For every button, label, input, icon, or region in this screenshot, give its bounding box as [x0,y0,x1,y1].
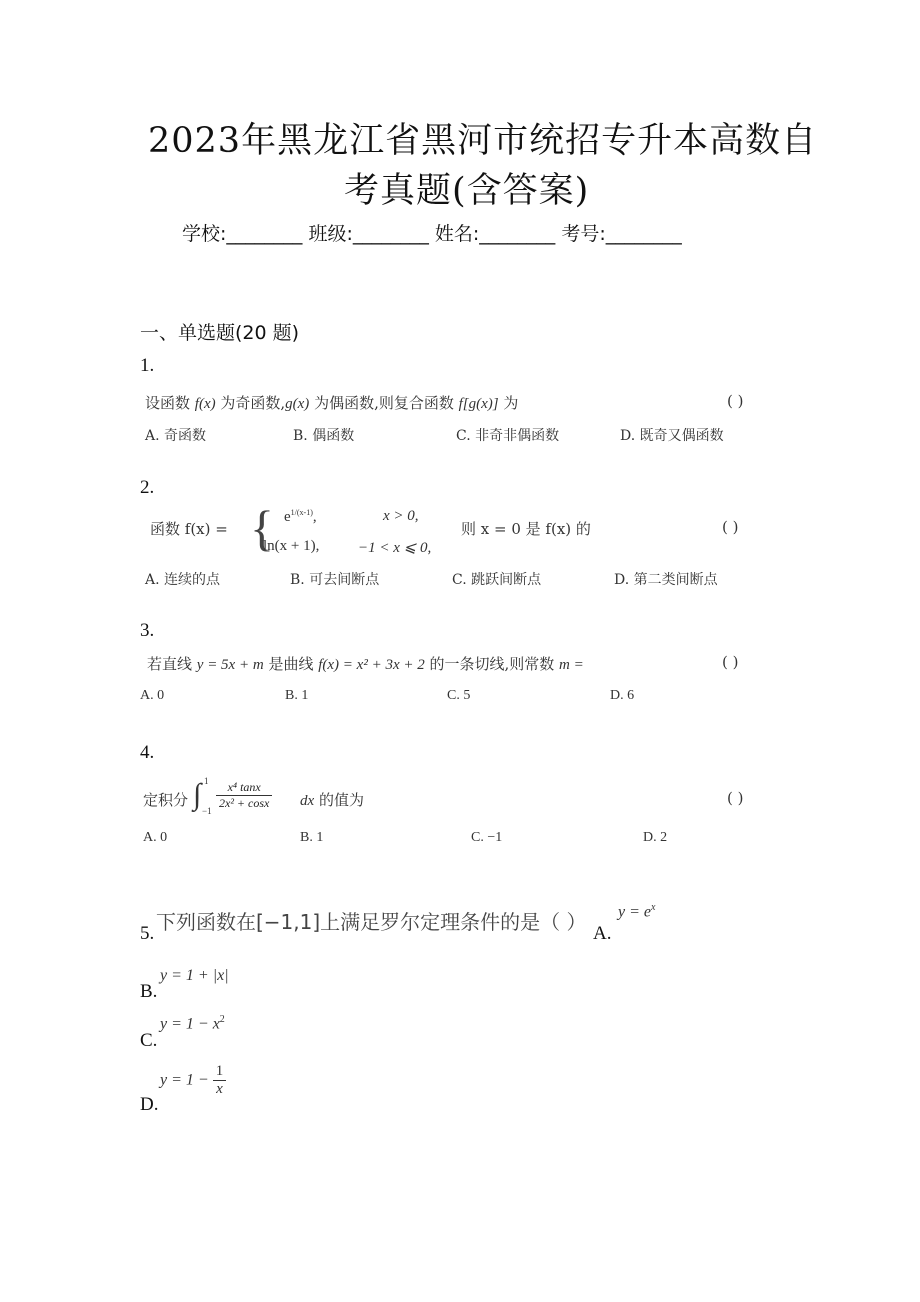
question-1-answer-blank: ( ) [727,392,744,410]
question-5-option-c-label: C. [140,1030,158,1051]
question-number-1: 1. [140,355,155,376]
question-4-option-b: B. 1 [300,830,324,845]
piecewise-brace: { [250,500,274,556]
question-2-option-d: D. 第二类间断点 [614,572,718,588]
question-5-option-c-formula: $y = 1 - x^2$ [160,1014,225,1033]
question-5-option-d-label: D. [140,1094,159,1115]
question-2-case-2: ln(x + 1), [263,538,320,554]
question-2-case-2-condition: −1 < x ⩽ 0, [358,540,432,556]
section-heading: 一、单选题(20 题) [140,322,300,344]
question-2-case-1-condition: x > 0, [383,508,419,524]
integral-lower-limit: −1 [202,806,212,816]
student-info-fields: 学校:________ 班级:________ 姓名:________ 考号:________ [182,223,682,245]
question-4-stem-prefix: 定积分 [143,791,189,809]
question-5-option-a-label: A. [593,923,612,944]
integral-sign: ∫ [193,778,202,811]
document-title-line2: 考真题(含答案) [344,171,590,211]
question-2-option-a: A. 连续的点 [145,572,221,588]
integral-upper-limit: 1 [204,776,209,786]
question-2-stem-suffix: 则 x = 0 是 f(x) 的 [461,520,591,538]
question-number-2: 2. [140,477,155,498]
question-1-option-c: C. 非奇非偶函数 [456,428,560,444]
question-3-option-c: C. 5 [447,688,471,703]
question-number-5: 5. [140,923,155,944]
question-3-option-a: A. 0 [140,688,165,703]
question-2-case-1: $e^{1/(x-1)}$, [284,508,317,525]
question-5-option-a-formula: $y = e^x$ [618,902,656,921]
question-5-option-b-label: B. [140,981,158,1002]
question-4-option-d: D. 2 [643,830,668,845]
question-4-option-c: C. −1 [471,830,503,845]
question-1-stem: 设函数 f(x) 为奇函数,g(x) 为偶函数,则复合函数 f[g(x)] 为 [145,394,519,412]
question-3-option-d: D. 6 [610,688,635,703]
question-5-option-b-formula: y = 1 + |x| [160,967,229,984]
question-3-option-b: B. 1 [285,688,309,703]
question-1-option-a: A. 奇函数 [145,428,207,444]
question-number-4: 4. [140,742,155,763]
question-5-option-d-formula: y = 1 − $\frac{1}{x}$ [160,1063,226,1098]
question-2-option-b: B. 可去间断点 [290,572,380,588]
question-3-stem: 若直线 y = 5x + m 是曲线 f(x) = x² + 3x + 2 的一条切线,则常数 m = [147,655,584,673]
question-2-answer-blank: ( ) [722,518,739,536]
question-1-option-b: B. 偶函数 [293,428,355,444]
question-4-stem-suffix: dx 的值为 [300,791,364,809]
integrand-fraction: $\frac{\text{x⁴ tanx}}{\text{2x² + cosx}}$ [216,780,272,811]
question-4-option-a: A. 0 [143,830,168,845]
question-1-option-d: D. 既奇又偶函数 [620,428,724,444]
question-number-3: 3. [140,620,155,641]
question-2-option-c: C. 跳跃间断点 [452,572,542,588]
question-2-stem-prefix: 函数 f(x) = [150,520,228,538]
document-title-line1: 2023年黑龙江省黑河市统招专升本高数自 [148,121,818,161]
question-4-answer-blank: ( ) [727,789,744,807]
question-5-stem: 下列函数在[−1,1]上满足罗尔定理条件的是（ ） [156,910,587,934]
question-3-answer-blank: ( ) [722,653,739,671]
